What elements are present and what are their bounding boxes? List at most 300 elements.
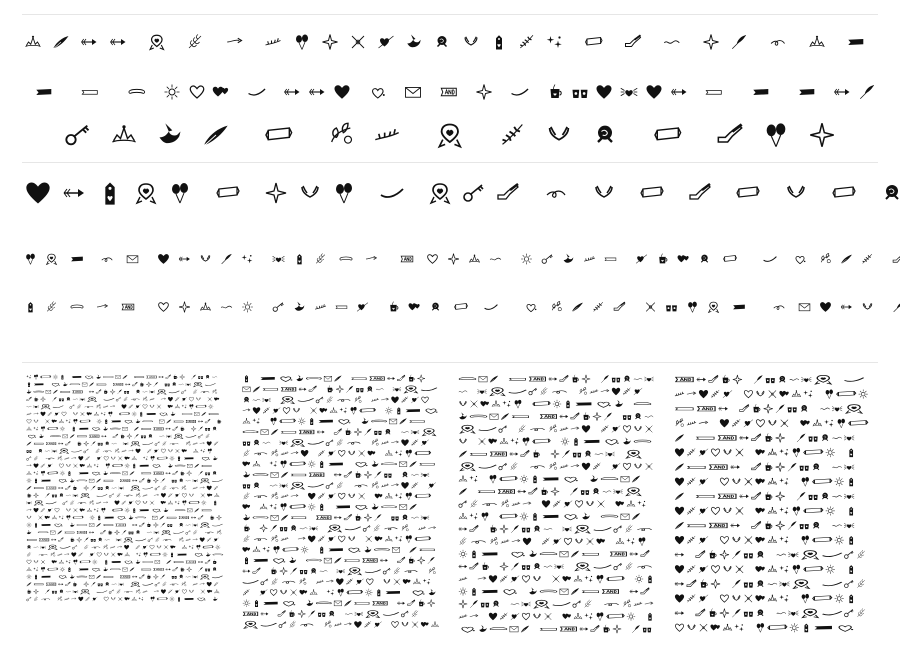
dove-icon	[429, 589, 436, 595]
rose-icon	[625, 376, 630, 382]
branch-icon	[687, 421, 696, 425]
sparkle-cluster-icon	[33, 427, 38, 431]
balloons-icon	[41, 471, 45, 476]
scroll-banner-icon	[316, 602, 331, 604]
hearts-icon	[755, 478, 764, 484]
heart-wings-icon	[118, 583, 124, 586]
branch-icon	[316, 580, 324, 583]
flourish-icon	[212, 377, 217, 378]
branch-icon	[281, 494, 289, 497]
and-banner-icon	[710, 465, 727, 470]
and-banner-icon	[603, 589, 619, 593]
leaf-icon	[337, 482, 343, 489]
key-icon	[845, 551, 854, 558]
and-banner-icon	[186, 561, 196, 564]
swirl-icon	[347, 442, 360, 444]
quill-icon	[45, 493, 50, 498]
ribbon-banner-icon	[280, 419, 296, 423]
rose-icon	[368, 386, 373, 391]
rose-icon	[180, 479, 183, 483]
feather-icon	[96, 575, 101, 579]
heart-swirl-icon	[52, 383, 60, 386]
quill-icon	[161, 478, 166, 483]
swash-icon	[594, 565, 611, 568]
section-divider	[22, 14, 878, 15]
sparkle-cluster-icon	[734, 624, 743, 631]
sun-icon	[790, 623, 799, 632]
quill-icon	[220, 252, 233, 266]
feather-icon	[409, 547, 417, 553]
arrow-icon	[102, 435, 107, 437]
tag-icon	[35, 478, 37, 483]
arrow-icon	[58, 443, 63, 445]
mug-icon	[78, 441, 82, 446]
ribbon-banner-icon	[347, 590, 363, 594]
leaf-icon	[162, 441, 166, 446]
flower-icon	[646, 426, 653, 433]
dove-icon	[459, 412, 467, 419]
mugs-icon	[243, 484, 251, 488]
sun-icon	[835, 594, 844, 603]
sparkle-icon	[34, 589, 39, 594]
swash-icon	[308, 441, 324, 444]
sparkle-cluster-icon	[136, 553, 141, 557]
wreath-icon	[318, 536, 324, 542]
balloons-icon	[24, 252, 37, 266]
sparkle-cluster-icon	[59, 516, 64, 520]
heart-wings-icon	[33, 405, 39, 408]
sun-icon	[170, 456, 175, 461]
ribbon-banner-icon	[157, 457, 167, 460]
and-banner-icon	[186, 420, 196, 423]
wreath-icon	[214, 486, 218, 490]
ribbon-banner-icon	[112, 464, 122, 467]
arrow-flourish-icon	[103, 502, 108, 504]
balloons-icon	[274, 546, 280, 554]
quill-icon	[375, 514, 382, 521]
rose-icon	[254, 440, 259, 445]
heart-outline-icon	[422, 397, 429, 403]
feather-icon	[571, 300, 584, 314]
leaf-cluster-icon	[104, 545, 108, 549]
antlers-icon	[861, 300, 874, 314]
quill-icon	[198, 471, 203, 476]
banner-icon	[815, 626, 832, 630]
heart-ribbon-icon	[194, 382, 203, 387]
sparkle-cluster-icon	[779, 566, 788, 573]
mugs-icon	[172, 480, 177, 483]
hearts-icon	[488, 439, 497, 444]
and-banner-icon	[154, 428, 164, 431]
heart-swirl-icon	[153, 465, 161, 468]
feather-icon	[202, 121, 230, 149]
heart-arrow-icon	[635, 252, 648, 266]
ribbon-icon	[410, 421, 424, 423]
hand-quill-icon	[687, 580, 696, 587]
swash-icon	[186, 435, 196, 437]
banner-icon	[184, 598, 194, 600]
feather-icon	[130, 471, 135, 475]
leaf-icon	[186, 33, 204, 51]
and-banner-icon	[179, 516, 189, 519]
envelope-icon	[50, 531, 55, 534]
and-banner-icon	[611, 552, 627, 556]
ribbon-banner-icon	[196, 405, 206, 408]
heart-wings-icon	[779, 582, 789, 587]
tag-icon	[310, 418, 313, 425]
heart-icon	[675, 565, 684, 573]
key-icon	[70, 405, 75, 409]
feather-icon	[130, 567, 135, 571]
key-icon	[573, 601, 581, 608]
hand-quill-icon	[132, 382, 137, 386]
mugs-icon	[198, 376, 203, 379]
balloons-icon	[34, 375, 38, 380]
arrow-icon	[198, 561, 203, 563]
ribbon-banner-icon	[813, 537, 832, 542]
scroll-banner-icon	[253, 516, 268, 518]
tiara-icon	[52, 516, 57, 520]
key-icon	[272, 300, 285, 314]
heart-wings-icon	[26, 502, 32, 505]
key-icon	[155, 442, 160, 446]
antlers-icon	[298, 181, 322, 205]
sparkle-icon	[336, 385, 344, 393]
hand-quill-icon	[139, 523, 144, 527]
leaf-cluster-icon	[550, 425, 557, 432]
heart-swirl-icon	[462, 627, 475, 632]
arrow-icon	[51, 539, 56, 541]
scroll-banner-icon	[70, 384, 80, 385]
sparkle-cluster-icon	[502, 401, 510, 408]
heart-outline-icon	[55, 508, 60, 512]
swash-icon	[212, 576, 222, 578]
sparkle-icon	[298, 610, 306, 618]
swash-icon	[169, 391, 179, 393]
hearts-icon	[319, 408, 327, 413]
flower-icon	[80, 412, 84, 416]
tag-icon	[24, 300, 37, 314]
arrow-flourish-icon	[161, 398, 166, 400]
leaf-cluster-icon	[327, 121, 355, 149]
tiara-icon	[243, 418, 251, 423]
tag-icon	[849, 594, 853, 603]
heart-swirl-icon	[839, 626, 853, 632]
sparkle-cluster-icon	[423, 579, 431, 585]
arrow-icon	[80, 33, 98, 51]
banner-icon	[111, 561, 121, 563]
scroll-banner-icon	[143, 421, 153, 422]
mugs-icon	[623, 415, 631, 420]
ribbon-banner-icon	[818, 181, 870, 205]
quill-icon	[365, 429, 372, 436]
antlers-icon	[157, 545, 161, 548]
mug-icon	[753, 404, 760, 412]
antlers-icon	[66, 508, 70, 511]
hand-quill-icon	[613, 300, 626, 314]
envelope-icon	[324, 558, 332, 563]
swash-icon	[480, 300, 502, 314]
mug-icon	[765, 521, 772, 529]
tiara-icon	[768, 507, 777, 514]
hearts-icon	[124, 457, 129, 460]
flourish-icon	[105, 539, 110, 540]
heart-swirl-icon	[55, 524, 63, 527]
and-banner-icon	[300, 430, 314, 434]
mug-icon	[218, 419, 222, 424]
swirl-icon	[385, 528, 398, 530]
feather-icon	[632, 513, 640, 520]
glyph-paragraph	[674, 372, 872, 638]
mugs-icon	[481, 603, 489, 608]
sparkle-icon	[613, 625, 621, 633]
heart-icon	[699, 390, 708, 398]
dove-icon	[70, 523, 75, 527]
mug-icon	[73, 486, 77, 491]
ribbon-banner-icon	[150, 553, 160, 556]
hand-quill-icon	[27, 397, 32, 401]
rose-icon	[403, 472, 408, 477]
flourish-icon	[833, 466, 842, 468]
heart-swirl-icon	[59, 576, 67, 579]
sparkle-cluster-icon	[269, 461, 277, 467]
flourish-icon	[112, 584, 117, 585]
heart-arrow-icon	[55, 412, 60, 416]
hand-quill-icon	[641, 550, 649, 556]
tag-icon	[533, 475, 536, 483]
leaf-cluster-icon	[580, 387, 587, 394]
branch-icon	[27, 413, 32, 415]
heart-ribbon-icon	[291, 482, 304, 489]
quill-icon	[308, 611, 315, 618]
hearts-icon	[408, 300, 421, 314]
heart-ribbon-icon	[423, 429, 436, 436]
mug-icon	[181, 426, 185, 431]
flourish-icon	[459, 391, 467, 392]
tiara-icon	[87, 464, 92, 468]
heart-arrow-icon	[428, 483, 436, 489]
balloons-icon	[281, 503, 287, 511]
mugs-icon	[391, 516, 399, 520]
arrow-flourish-icon	[193, 539, 198, 541]
feather-icon	[344, 600, 352, 606]
wreath-icon	[41, 508, 45, 512]
hearts-icon	[168, 405, 173, 408]
heart-ribbon-icon	[201, 523, 210, 528]
leaf-icon	[327, 396, 333, 403]
rose-icon	[106, 486, 109, 490]
heart-ribbon-icon	[802, 551, 818, 560]
heart-swirl-icon	[28, 435, 36, 438]
flourish-icon	[45, 451, 50, 452]
heart-arrow-icon	[699, 595, 708, 602]
tag-icon	[849, 536, 853, 545]
tiara-icon	[310, 589, 318, 594]
heart-swirl-icon	[86, 376, 94, 379]
heart-wings-icon	[605, 452, 614, 457]
leaf-cluster-icon	[213, 389, 217, 393]
mug-icon	[211, 515, 215, 520]
antlers-icon	[460, 439, 467, 444]
flower-icon	[349, 33, 367, 51]
quill-icon	[91, 486, 96, 491]
swash-icon	[53, 406, 63, 408]
paragraph-sample	[458, 372, 656, 638]
heart-swirl-icon	[160, 413, 168, 416]
heart-icon	[168, 397, 173, 402]
tiara-icon	[808, 33, 826, 51]
envelope-icon	[324, 376, 332, 381]
dove-icon	[289, 557, 296, 563]
dove-icon	[39, 434, 44, 438]
banner-icon	[543, 515, 559, 518]
antlers-icon	[757, 391, 764, 396]
dove-icon	[623, 437, 631, 444]
leaf-icon	[519, 425, 526, 433]
arrow-icon	[125, 383, 130, 385]
swirl-icon	[124, 591, 133, 593]
arrow-icon	[334, 516, 342, 519]
hand-quill-icon	[752, 463, 761, 470]
flower-icon	[291, 590, 297, 596]
sparkle-cluster-icon	[510, 438, 518, 445]
sample-line	[24, 176, 876, 210]
wreath-icon	[623, 388, 630, 395]
heart-outline-icon	[161, 449, 166, 453]
tiara-icon	[27, 567, 32, 571]
arrow-icon	[833, 83, 851, 101]
scroll-banner-icon	[601, 478, 618, 480]
envelope-icon	[155, 561, 160, 564]
tag-icon	[35, 575, 37, 580]
tiara-icon	[193, 449, 198, 453]
banner-icon	[728, 300, 750, 314]
arrow-icon	[840, 300, 853, 314]
mugs-icon	[384, 474, 392, 478]
leaf-cluster-icon	[115, 449, 119, 453]
heart-arrow-icon	[48, 508, 53, 512]
hand-quill-icon	[571, 413, 579, 419]
arrow-flourish-icon	[110, 405, 115, 407]
and-banner-icon	[120, 479, 130, 482]
swash-icon	[212, 480, 222, 482]
sparkle-icon	[711, 579, 720, 588]
flourish-icon	[220, 300, 233, 314]
heart-wings-icon	[393, 387, 401, 391]
sparkle-cluster-icon	[26, 375, 31, 379]
antlers-icon	[189, 590, 193, 593]
sparkle-cluster-icon	[469, 476, 477, 483]
heart-swirl-icon	[93, 568, 101, 571]
leaf-icon	[511, 462, 518, 470]
dove-icon	[372, 503, 379, 509]
wreath-icon	[542, 538, 549, 545]
mugs-icon	[665, 300, 678, 314]
and-banner-icon	[147, 376, 157, 379]
heart-wings-icon	[411, 430, 419, 434]
hand-quill-icon	[591, 625, 599, 631]
mug-icon	[71, 537, 75, 542]
arrow-icon	[58, 583, 63, 585]
key-icon	[186, 530, 191, 534]
balloons-icon	[208, 449, 212, 454]
heart-ribbon-icon	[428, 181, 452, 205]
glyph-row	[24, 78, 876, 106]
heart-arrow-icon	[377, 33, 395, 51]
hearts-icon	[80, 508, 85, 511]
heart-ribbon-icon	[534, 600, 548, 608]
antlers-icon	[66, 464, 70, 467]
arrow-flourish-icon	[512, 539, 520, 542]
heart-icon	[582, 463, 590, 471]
leaf-icon	[460, 537, 467, 545]
sun-icon	[170, 597, 175, 602]
scroll-banner-icon	[182, 413, 192, 414]
feather-icon	[27, 486, 32, 490]
feather-icon	[57, 530, 62, 534]
leaf-icon	[162, 486, 166, 491]
ribbon-icon	[604, 252, 617, 266]
ribbon-icon	[335, 300, 348, 314]
branch-icon	[583, 252, 596, 266]
sun-icon	[459, 587, 467, 595]
antlers-icon	[281, 590, 287, 594]
heart-arrow-icon	[511, 613, 519, 620]
wreath-icon	[147, 449, 151, 453]
heart-icon	[207, 486, 212, 491]
heart-outline-icon	[157, 300, 170, 314]
ribbon-banner-icon	[415, 537, 431, 541]
ribbon-banner-icon	[533, 402, 550, 406]
heart-ribbon-icon	[124, 538, 133, 543]
ribbon-icon	[479, 491, 495, 493]
ribbon-icon	[209, 414, 219, 415]
paragraph-sample	[674, 372, 872, 638]
leaf-icon	[155, 537, 159, 542]
tag-icon	[255, 600, 258, 607]
heart-ribbon-icon	[81, 589, 90, 594]
sun-icon	[163, 83, 181, 101]
flourish-icon	[411, 517, 419, 518]
heart-outline-icon	[182, 590, 187, 594]
heart-icon	[582, 425, 590, 433]
heart-arrow-icon	[136, 405, 141, 409]
heart-arrow-icon	[511, 576, 519, 583]
mug-icon	[710, 609, 717, 617]
glyph-paragraph	[242, 372, 440, 638]
arrow-icon	[630, 552, 638, 555]
sparkle-cluster-icon	[200, 449, 205, 453]
sun-icon	[826, 506, 835, 515]
mugs-icon	[165, 384, 170, 387]
heart-wings-icon	[355, 612, 363, 616]
hearts-icon	[242, 547, 250, 552]
flower-icon	[394, 579, 400, 585]
quill-icon	[290, 568, 297, 575]
arrow-icon	[243, 570, 251, 573]
ribbon-banner-icon	[415, 494, 431, 498]
hand-quill-icon	[334, 429, 342, 435]
heart-outline-icon	[104, 597, 109, 601]
rose-icon	[106, 582, 109, 586]
mugs-icon	[91, 539, 96, 542]
and-banner-icon	[154, 472, 164, 475]
banner-icon	[319, 420, 333, 423]
antlers-icon	[349, 494, 355, 498]
sparkle-cluster-icon	[779, 478, 788, 485]
dove-icon	[296, 375, 303, 381]
swirl-icon	[355, 485, 368, 487]
